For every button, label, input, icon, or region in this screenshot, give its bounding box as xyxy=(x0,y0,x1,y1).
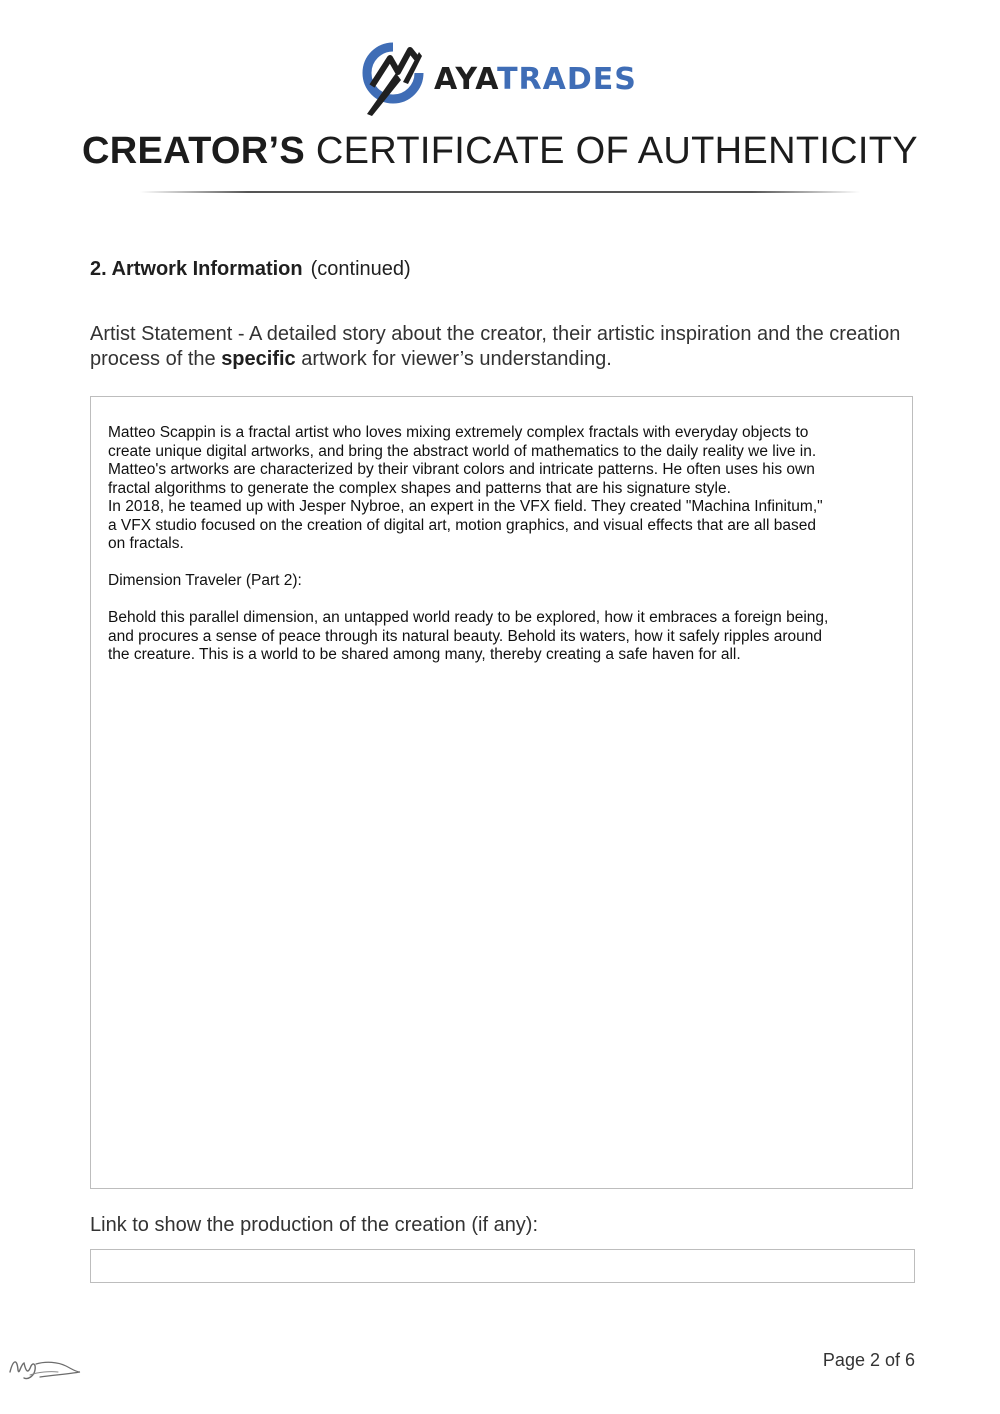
header-divider xyxy=(140,191,860,193)
section-title: 2. Artwork Information xyxy=(90,258,303,280)
artwork-title: Dimension Traveler (Part 2): xyxy=(108,572,302,589)
ayatrades-logo xyxy=(362,38,637,116)
bio-line: In 2018, he teamed up with Jesper Nybroe, an expert in the VFX field. They created "Machina Infinitum," xyxy=(108,498,823,515)
bio-line: on fractals. xyxy=(108,535,184,552)
artist-statement-prompt xyxy=(90,322,910,372)
description-line: and procures a sense of peace through its natural beauty. Behold its waters, how it safely ripples around xyxy=(108,627,822,645)
bio-line: a VFX studio focused on the creation of digital art, motion graphics, and visual effects that are all based xyxy=(108,516,816,534)
prompt-text-end: artwork for viewer’s understanding. xyxy=(295,348,612,370)
description-line: the creature. This is a world to be shared among many, thereby creating a safe haven for all. xyxy=(108,646,741,663)
description-line: Behold this parallel dimension, an untapped world ready to be explored, how it embraces a foreign being, xyxy=(108,609,829,626)
section-note: (continued) xyxy=(310,258,411,280)
artist-statement-field[interactable] xyxy=(90,396,913,1189)
signature-icon xyxy=(6,1350,82,1384)
bio-line: Matteo Scappin is a fractal artist who loves mixing extremely complex fractals with everyday objects to xyxy=(108,424,809,441)
page-number: Page 2 of 6 xyxy=(822,1350,915,1370)
artist-statement-text xyxy=(108,424,898,665)
logo-wordmark xyxy=(434,62,637,97)
section-heading xyxy=(90,258,411,281)
ayatrades-logo-icon xyxy=(362,38,424,116)
certificate-title xyxy=(0,130,1000,173)
prompt-emphasis: specific xyxy=(221,348,296,370)
bio-line: Matteo's artworks are characterized by their vibrant colors and intricate patterns. He often uses his own xyxy=(108,461,815,478)
title-bold: CREATOR’S xyxy=(82,130,306,172)
production-link-label: Link to show the production of the creation (if any): xyxy=(90,1214,539,1236)
logo-text-blue: TRADES xyxy=(497,61,637,97)
prompt-text: Artist Statement - A detailed story about the creator, their artistic inspiration and the creation process of the xyxy=(90,323,901,370)
production-link-field[interactable] xyxy=(90,1249,915,1283)
bio-line: create unique digital artworks, and bring the abstract world of mathematics to the daily reality we live in. xyxy=(108,442,817,460)
bio-line: fractal algorithms to generate the complex shapes and patterns that are his signature style. xyxy=(108,479,731,497)
title-regular: CERTIFICATE OF AUTHENTICITY xyxy=(315,130,918,172)
logo-text-dark: AYA xyxy=(434,61,498,97)
